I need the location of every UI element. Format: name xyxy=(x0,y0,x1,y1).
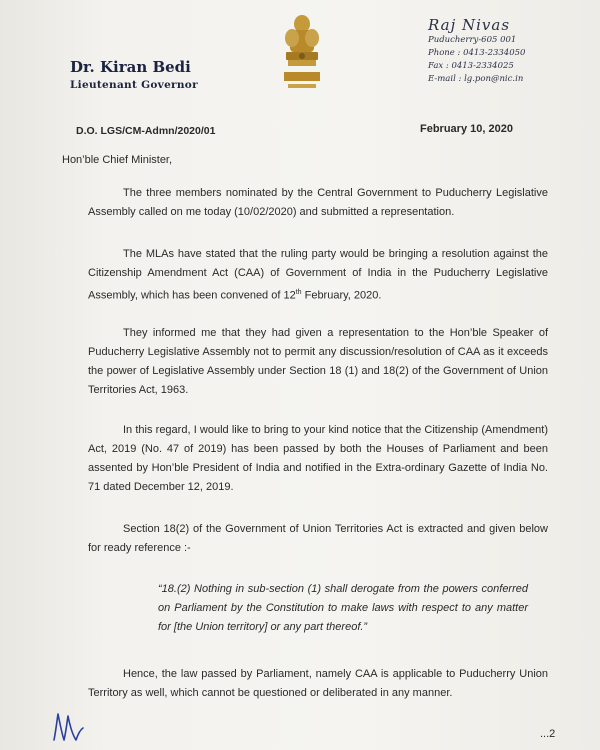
paragraph-2-end: February, 2020. xyxy=(301,289,382,302)
paragraph-1: The three members nominated by the Central Government to Puducherry Legislative Assembly called on me today (10/02/2020) and submitted a representation. xyxy=(88,187,548,218)
paragraph-4: In this regard, I would like to bring to your kind notice that the Citizenship (Amendment) Act, 2019 (No. 47 of 2019) has been passed by both the Houses of Parliament and been assented by Hon’ble President of India and notified in the Extra-ordinary Gazette of India No. 71 dated December 12, 2019. xyxy=(88,424,548,493)
paragraph-3: They informed me that they had given a representation to the Hon’ble Speaker of Puducherry Legislative Assembly not to permit any discussion/resolution of CAA as it exceeds the power of Legislative Assembly under Section 18 (1) and 18(2) of the Government of Union Territories Act, 1963. xyxy=(88,327,548,396)
address-phone: Phone : 0413-2334050 xyxy=(428,48,526,58)
national-emblem-icon xyxy=(278,12,326,92)
paragraph-6: Hence, the law passed by Parliament, namely CAA is applicable to Puducherry Union Territory as well, which cannot be questioned or deliberated in any manner. xyxy=(88,668,548,699)
address-block xyxy=(428,16,525,86)
paragraph-2-text: The MLAs have stated that the ruling party would be bringing a resolution against the Citizenship Amendment Act (CAA) of Government of India in the Puducherry Legislative Assembly, which has been convened of 12 xyxy=(88,248,548,302)
address-city: Puducherry-605 001 xyxy=(428,35,517,45)
handwritten-initials xyxy=(50,710,86,744)
letter-date: February 10, 2020 xyxy=(420,123,513,135)
salutation: Hon’ble Chief Minister, xyxy=(62,154,173,166)
paragraph-5: Section 18(2) of the Government of Union Territories Act is extracted and given below for ready reference :- xyxy=(88,523,548,554)
sender-title: Lieutenant Governor xyxy=(70,79,198,91)
address-fax: Fax : 0413-2334025 xyxy=(428,61,514,71)
sender-name: Dr. Kiran Bedi xyxy=(70,58,191,76)
reference-number: D.O. LGS/CM-Admn/2020/01 xyxy=(76,125,216,137)
page-indicator: ...2 xyxy=(540,728,556,740)
sender-block xyxy=(70,58,198,91)
quoted-section: “18.(2) Nothing in sub-section (1) shall derogate from the powers conferred on Parliament by the Constitution to make laws with respect to any matter for [the Union territory] or any part thereof.” xyxy=(158,583,528,633)
address-email: E-mail : lg.pon@nic.in xyxy=(428,74,524,84)
address-heading: Raj Nivas xyxy=(428,16,511,34)
paragraph-2 xyxy=(88,245,548,306)
ordinal-suffix: th xyxy=(295,289,302,296)
